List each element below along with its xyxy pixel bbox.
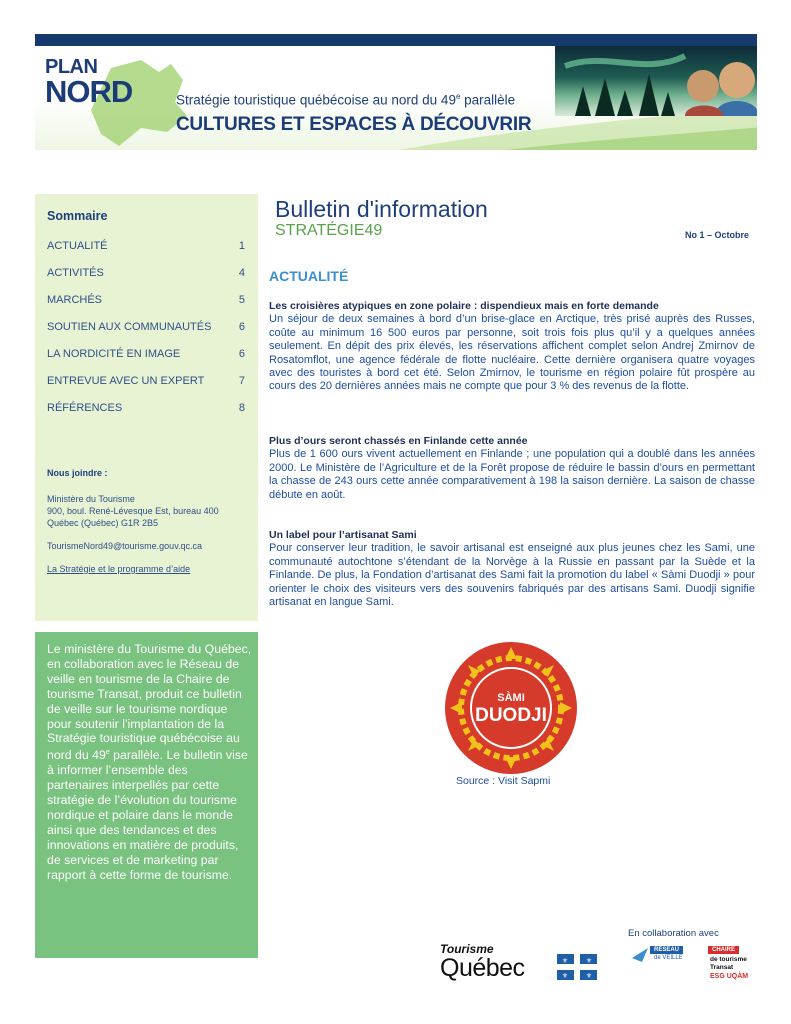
plan-nord-logo-nord: NORD: [45, 74, 133, 109]
contact-city-line: Québec (Québec) G1R 2B5: [47, 518, 159, 528]
header-banner: [35, 34, 757, 150]
toc-page: 4: [238, 267, 245, 279]
tq-logo-big: Québec: [440, 954, 525, 982]
banner-title: CULTURES ET ESPACES À DÉCOUVRIR: [176, 114, 532, 135]
svg-text:⚜: ⚜: [585, 973, 593, 980]
page-subtitle: STRATÉGIE49: [275, 222, 383, 239]
contact-org-line: Ministère du Tourisme: [47, 494, 135, 504]
tq-logo-small: Tourisme: [440, 942, 494, 956]
toc-page: 6: [238, 321, 245, 333]
strategie-program-link[interactable]: La Stratégie et le programme d’aide: [47, 564, 191, 574]
toc-label: RÉFÉRENCES: [47, 402, 123, 414]
collaboration-logos: [628, 928, 758, 998]
image-caption: Source : Visit Sapmi: [456, 775, 551, 787]
collab-label: En collaboration avec: [628, 928, 719, 939]
article-ours: [269, 435, 755, 502]
banner-top-bar: [35, 34, 757, 46]
chaire-label: CHAIRE: [708, 946, 739, 954]
toc-item-activites[interactable]: [47, 267, 245, 281]
article-body: Plus de 1 600 ours vivent actuellement en Finlande ; une population qui a doublé dans les années 2000. Le Ministère de l’Agriculture et de la Forêt propose de réduire le bassin d’ours en permettant la chasse de 243 ours cette année comparativement à 198 la saison dernière. La saison de chasse débute en août.: [269, 448, 755, 501]
contact-title: Nous joindre :: [47, 468, 108, 478]
toc-label: MARCHÉS: [47, 294, 103, 306]
aurora-forest-illustration: [555, 46, 757, 116]
sommaire-title: Sommaire: [47, 209, 108, 223]
article-heading: Les croisières atypiques en zone polaire : dispendieux mais en forte demande: [269, 300, 659, 312]
toc-item-marches[interactable]: [47, 294, 245, 308]
quebec-flag-icon: [557, 954, 597, 980]
toc-page: 6: [238, 348, 245, 360]
tourisme-quebec-logo: [440, 942, 600, 992]
toc-item-nordicite[interactable]: [47, 348, 245, 362]
toc-label: ACTUALITÉ: [47, 240, 108, 252]
about-panel: [35, 632, 258, 958]
contact-address-line: 900, boul. René-Lévesque Est, bureau 400: [47, 506, 219, 516]
toc-page: 7: [238, 375, 245, 387]
banner-tagline: Stratégie touristique québécoise au nord du 49e parallèle: [176, 92, 516, 108]
toc-label: ACTIVITÉS: [47, 267, 104, 279]
toc-item-soutien[interactable]: [47, 321, 245, 335]
article-heading: Un label pour l’artisanat Sami: [269, 529, 417, 541]
article-body: Pour conserver leur tradition, le savoir artisanal est enseigné aux plus jeunes chez les Sami, une communauté autochtone s’étendant de la Norvège à la Russie en passant par la Suède et la Finlande. De plus, la Fondation d’artisanat des Sami fait la promotion du label « Sàmi Duodji » pour orienter le choix des visiteurs vers des souvenirs fabriqués par des artisans Sami. Duodji signifie artisanat en langue Sami.: [269, 542, 755, 609]
article-sami: [269, 529, 755, 609]
logo-text-top: SÀMI: [497, 692, 525, 704]
sami-duodji-logo: [444, 641, 578, 775]
contact-email-link[interactable]: TourismeNord49@tourisme.gouv.qc.ca: [47, 541, 203, 551]
section-heading: ACTUALITÉ: [269, 268, 349, 284]
northern-photo: [555, 46, 757, 116]
toc-item-actualite[interactable]: [47, 240, 245, 254]
toc-label: SOUTIEN AUX COMMUNAUTÉS: [47, 321, 212, 333]
chaire-line-1: de tourisme: [710, 956, 747, 963]
logo-text-bottom: DUODJI: [475, 705, 547, 726]
chaire-line-2: Transat: [710, 964, 734, 971]
page-title: Bulletin d'information: [275, 196, 488, 222]
about-text: Le ministère du Tourisme du Québec, en collaboration avec le Réseau de veille en tourisme de la Chaire de tourisme Transat, produit ce bulletin de veille sur le tourisme nordique pour soutenir l’implantation de la Stratégie touristique québécoise au nord du 49e parallèle. Le bulletin vise à informer l’ensemble des partenaires interpellés par cette stratégie de l’évolution du tourisme nordique et polaire dans le monde ainsi que des tendances et des innovations en matière de produits, de services et de marketing par rapport à cette forme de tourisme.: [47, 642, 252, 882]
article-heading: Plus d’ours seront chassés en Finlande cette année: [269, 435, 528, 447]
sommaire-panel: [35, 194, 258, 621]
svg-text:⚜: ⚜: [585, 958, 593, 965]
svg-text:⚜: ⚜: [561, 958, 569, 965]
reseau-label: RÉSEAU: [650, 946, 683, 954]
toc-label: ENTREVUE AVEC UN EXPERT: [47, 375, 205, 387]
esg-uqam-label: ESG UQÀM: [710, 973, 749, 980]
toc-page: 8: [238, 402, 245, 414]
toc-item-references[interactable]: [47, 402, 245, 416]
svg-text:⚜: ⚜: [561, 973, 569, 980]
veille-label: de VEILLE: [654, 955, 683, 961]
article-body: Un séjour de deux semaines à bord d’un brise-glace en Arctique, très prisé auprès des Russes, coûte au minimum 16 500 euros par personne, soit trois fois plus qu’il y a quelques années seulement. En dépit des prix élevés, les réservations affichent complet selon Andrej Zmirnov de Rosatomflot, une agence fédérale de flotte nucléaire. Cette dernière organisera quatre voyages avec des touristes à bord cet été. Selon Zmirnov, le tourisme en région polaire fût prospère au cours des 20 dernières années mais ne compte que pour 3 % des revenus de la flotte.: [269, 313, 755, 393]
toc-item-entrevue[interactable]: [47, 375, 245, 389]
plan-nord-logo-plan: PLAN: [45, 56, 98, 78]
toc-page: 1: [238, 240, 245, 252]
toc-label: LA NORDICITÉ EN IMAGE: [47, 348, 181, 360]
contact-address: [47, 493, 219, 529]
toc-page: 5: [238, 294, 245, 306]
reseau-veille-icon: [630, 944, 650, 964]
article-croisieres: [269, 300, 755, 394]
issue-number: No 1 – Octobre: [684, 230, 749, 240]
